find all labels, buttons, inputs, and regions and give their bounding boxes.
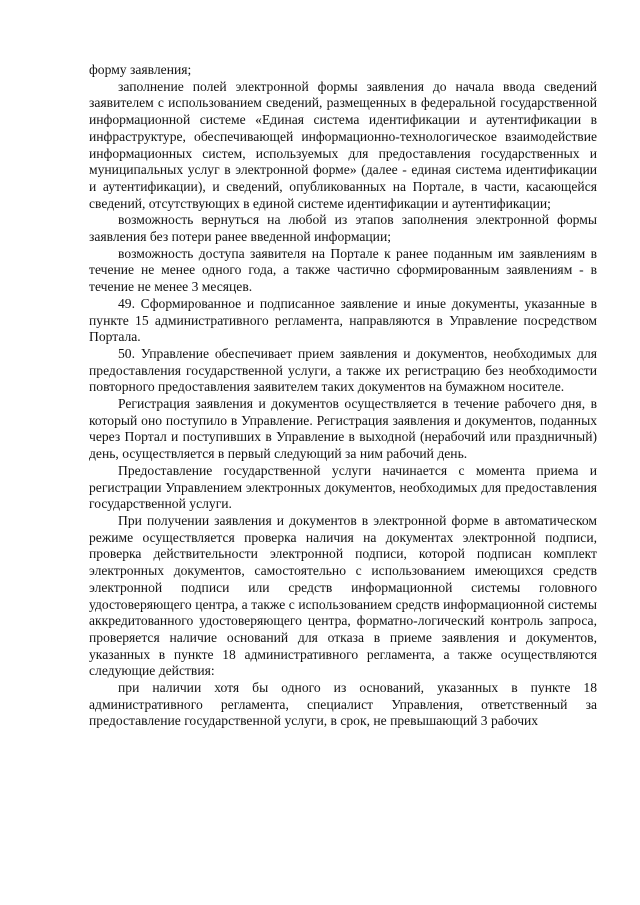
paragraph-refusal-grounds: при наличии хотя бы одного из оснований, указанных в пункте 18 административного регламента, специалист Управления, ответственный за предоставление государственной услуги, в срок, не превышающий 3 рабочих bbox=[89, 680, 597, 729]
paragraph-return-to-step: возможность вернуться на любой из этапов заполнения электронной формы заявления без потери ранее введенной информации; bbox=[89, 212, 597, 245]
paragraph-access-applications: возможность доступа заявителя на Портале к ранее поданным им заявлениям в течение не менее одного года, а также частично сформированным заявлениям - в течение не менее 3 месяцев. bbox=[89, 245, 597, 295]
document-page bbox=[89, 62, 597, 730]
paragraph-continuation: форму заявления; bbox=[89, 62, 192, 77]
paragraph-item-49: 49. Сформированное и подписанное заявление и иные документы, указанные в пункте 15 административного регламента, направляются в Управление посредством Портала. bbox=[89, 295, 597, 345]
paragraph-service-start: Предоставление государственной услуги начинается с момента приема и регистрации Управлением электронных документов, необходимых для предоставления государственной услуги. bbox=[89, 462, 597, 512]
paragraph-item-50: 50. Управление обеспечивает прием заявления и документов, необходимых для предоставления государственной услуги, а также их регистрацию без необходимости повторного предоставления заявителем таких документов на бумажном носителе. bbox=[89, 345, 597, 395]
paragraph-prefill-fields: заполнение полей электронной формы заявления до начала ввода сведений заявителем с использованием сведений, размещенных в федеральной государственной информационной системе «Единая система идентификации и аутентификации в инфраструктуре, обеспечивающей информационно-технологическое взаимодействие информационных систем, используемых для предоставления государственных и муниципальных услуг в электронной форме» (далее - единая система идентификации и аутентификации), и сведений, опубликованных на Портале, в части, касающейся сведений, отсутствующих в единой системе идентификации и аутентификации; bbox=[89, 78, 597, 211]
paragraph-electronic-check: При получении заявления и документов в электронной форме в автоматическом режиме осуществляется проверка наличия на документах электронной подписи, проверка действительности электронной подписи, которой подписан комплект электронных документов, самостоятельно с использованием имеющихся средств электронной подписи или средств информационной системы головного удостоверяющего центра, а также с использованием средств информационной системы аккредитованного удостоверяющего центра, форматно-логический контроль запроса, проверяется наличие оснований для отказа в приеме заявления и документов, указанных в пункте 18 административного регламента, а также осуществляются следующие действия: bbox=[89, 512, 597, 679]
paragraph-registration: Регистрация заявления и документов осуществляется в течение рабочего дня, в который оно поступило в Управление. Регистрация заявления и документов, поданных через Портал и поступивших в Управление в выходной (нерабочий или праздничный) день, осуществляется в первый следующий за ним рабочий день. bbox=[89, 396, 597, 462]
